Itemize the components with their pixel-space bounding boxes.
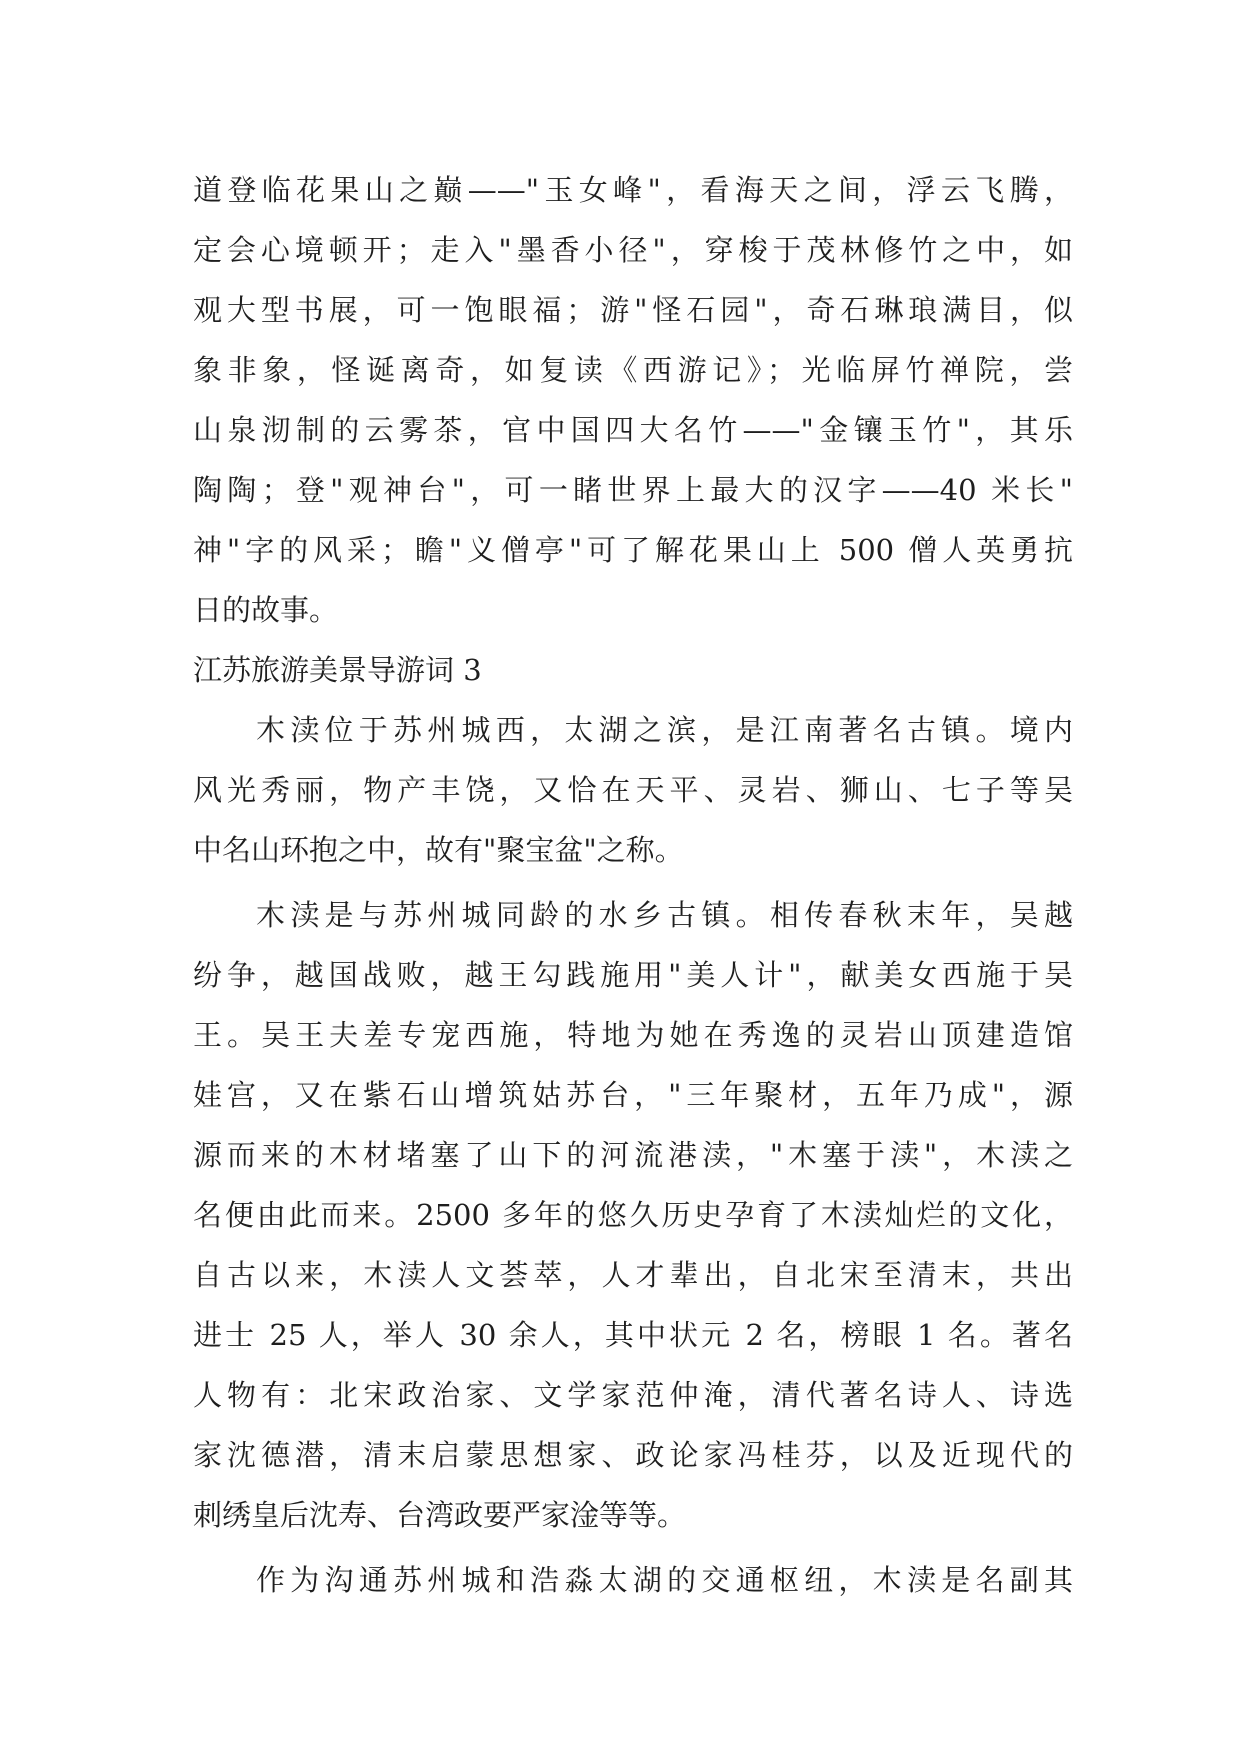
text-line: 木渎是与苏州城同龄的水乡古镇。相传春秋末年，吴越	[256, 898, 1073, 932]
text-line: 木渎位于苏州城西，太湖之滨，是江南著名古镇。境内	[256, 713, 1073, 747]
text-line: 名便由此而来。2500 多年的悠久历史孕育了木渎灿烂的文化，	[193, 1198, 1073, 1232]
text-line: 定会心境顿开；走入"墨香小径"，穿梭于茂林修竹之中，如	[193, 233, 1073, 267]
text-line: 纷争，越国战败，越王勾践施用"美人计"，献美女西施于吴	[193, 958, 1073, 992]
text-line: 象非象，怪诞离奇，如复读《西游记》；光临屏竹禅院，尝	[193, 353, 1073, 387]
text-line: 进士 25 人，举人 30 余人，其中状元 2 名，榜眼 1 名。著名	[193, 1318, 1073, 1352]
text-line: 陶陶；登"观神台"，可一睹世界上最大的汉字——40 米长"	[193, 473, 1073, 507]
text-line: 刺绣皇后沈寿、台湾政要严家淦等等。	[193, 1498, 687, 1532]
text-line: 家沈德潜，清末启蒙思想家、政论家冯桂芬，以及近现代的	[193, 1438, 1073, 1472]
paragraph-1	[193, 700, 1073, 880]
continuation-paragraph	[193, 160, 1073, 640]
text-line: 山泉沏制的云雾茶，官中国四大名竹——"金镶玉竹"，其乐	[193, 413, 1073, 447]
text-line: 人物有：北宋政治家、文学家范仲淹，清代著名诗人、诗选	[193, 1378, 1073, 1412]
text-line: 自古以来，木渎人文荟萃，人才辈出，自北宋至清末，共出	[193, 1258, 1073, 1292]
document-body	[193, 160, 1073, 1610]
text-line: 神"字的风采；瞻"义僧亭"可了解花果山上 500 僧人英勇抗	[193, 533, 1073, 567]
section-title: 江苏旅游美景导游词 3	[193, 653, 482, 687]
text-line: 源而来的木材堵塞了山下的河流港渎，"木塞于渎"，木渎之	[193, 1138, 1073, 1172]
text-line: 道登临花果山之巅——"玉女峰"，看海天之间，浮云飞腾，	[193, 173, 1073, 207]
paragraph-2	[193, 885, 1073, 1545]
text-line: 观大型书展，可一饱眼福；游"怪石园"，奇石琳琅满目，似	[193, 293, 1073, 327]
text-line: 娃宫，又在紫石山增筑姑苏台，"三年聚材，五年乃成"，源	[193, 1078, 1073, 1112]
text-line: 作为沟通苏州城和浩淼太湖的交通枢纽，木渎是名副其	[256, 1563, 1073, 1597]
text-line: 王。吴王夫差专宠西施，特地为她在秀逸的灵岩山顶建造馆	[193, 1018, 1073, 1052]
text-line: 风光秀丽，物产丰饶，又恰在天平、灵岩、狮山、七子等吴	[193, 773, 1073, 807]
paragraph-3	[193, 1550, 1073, 1610]
text-line: 中名山环抱之中，故有"聚宝盆"之称。	[193, 833, 684, 867]
text-line: 日的故事。	[193, 593, 339, 627]
